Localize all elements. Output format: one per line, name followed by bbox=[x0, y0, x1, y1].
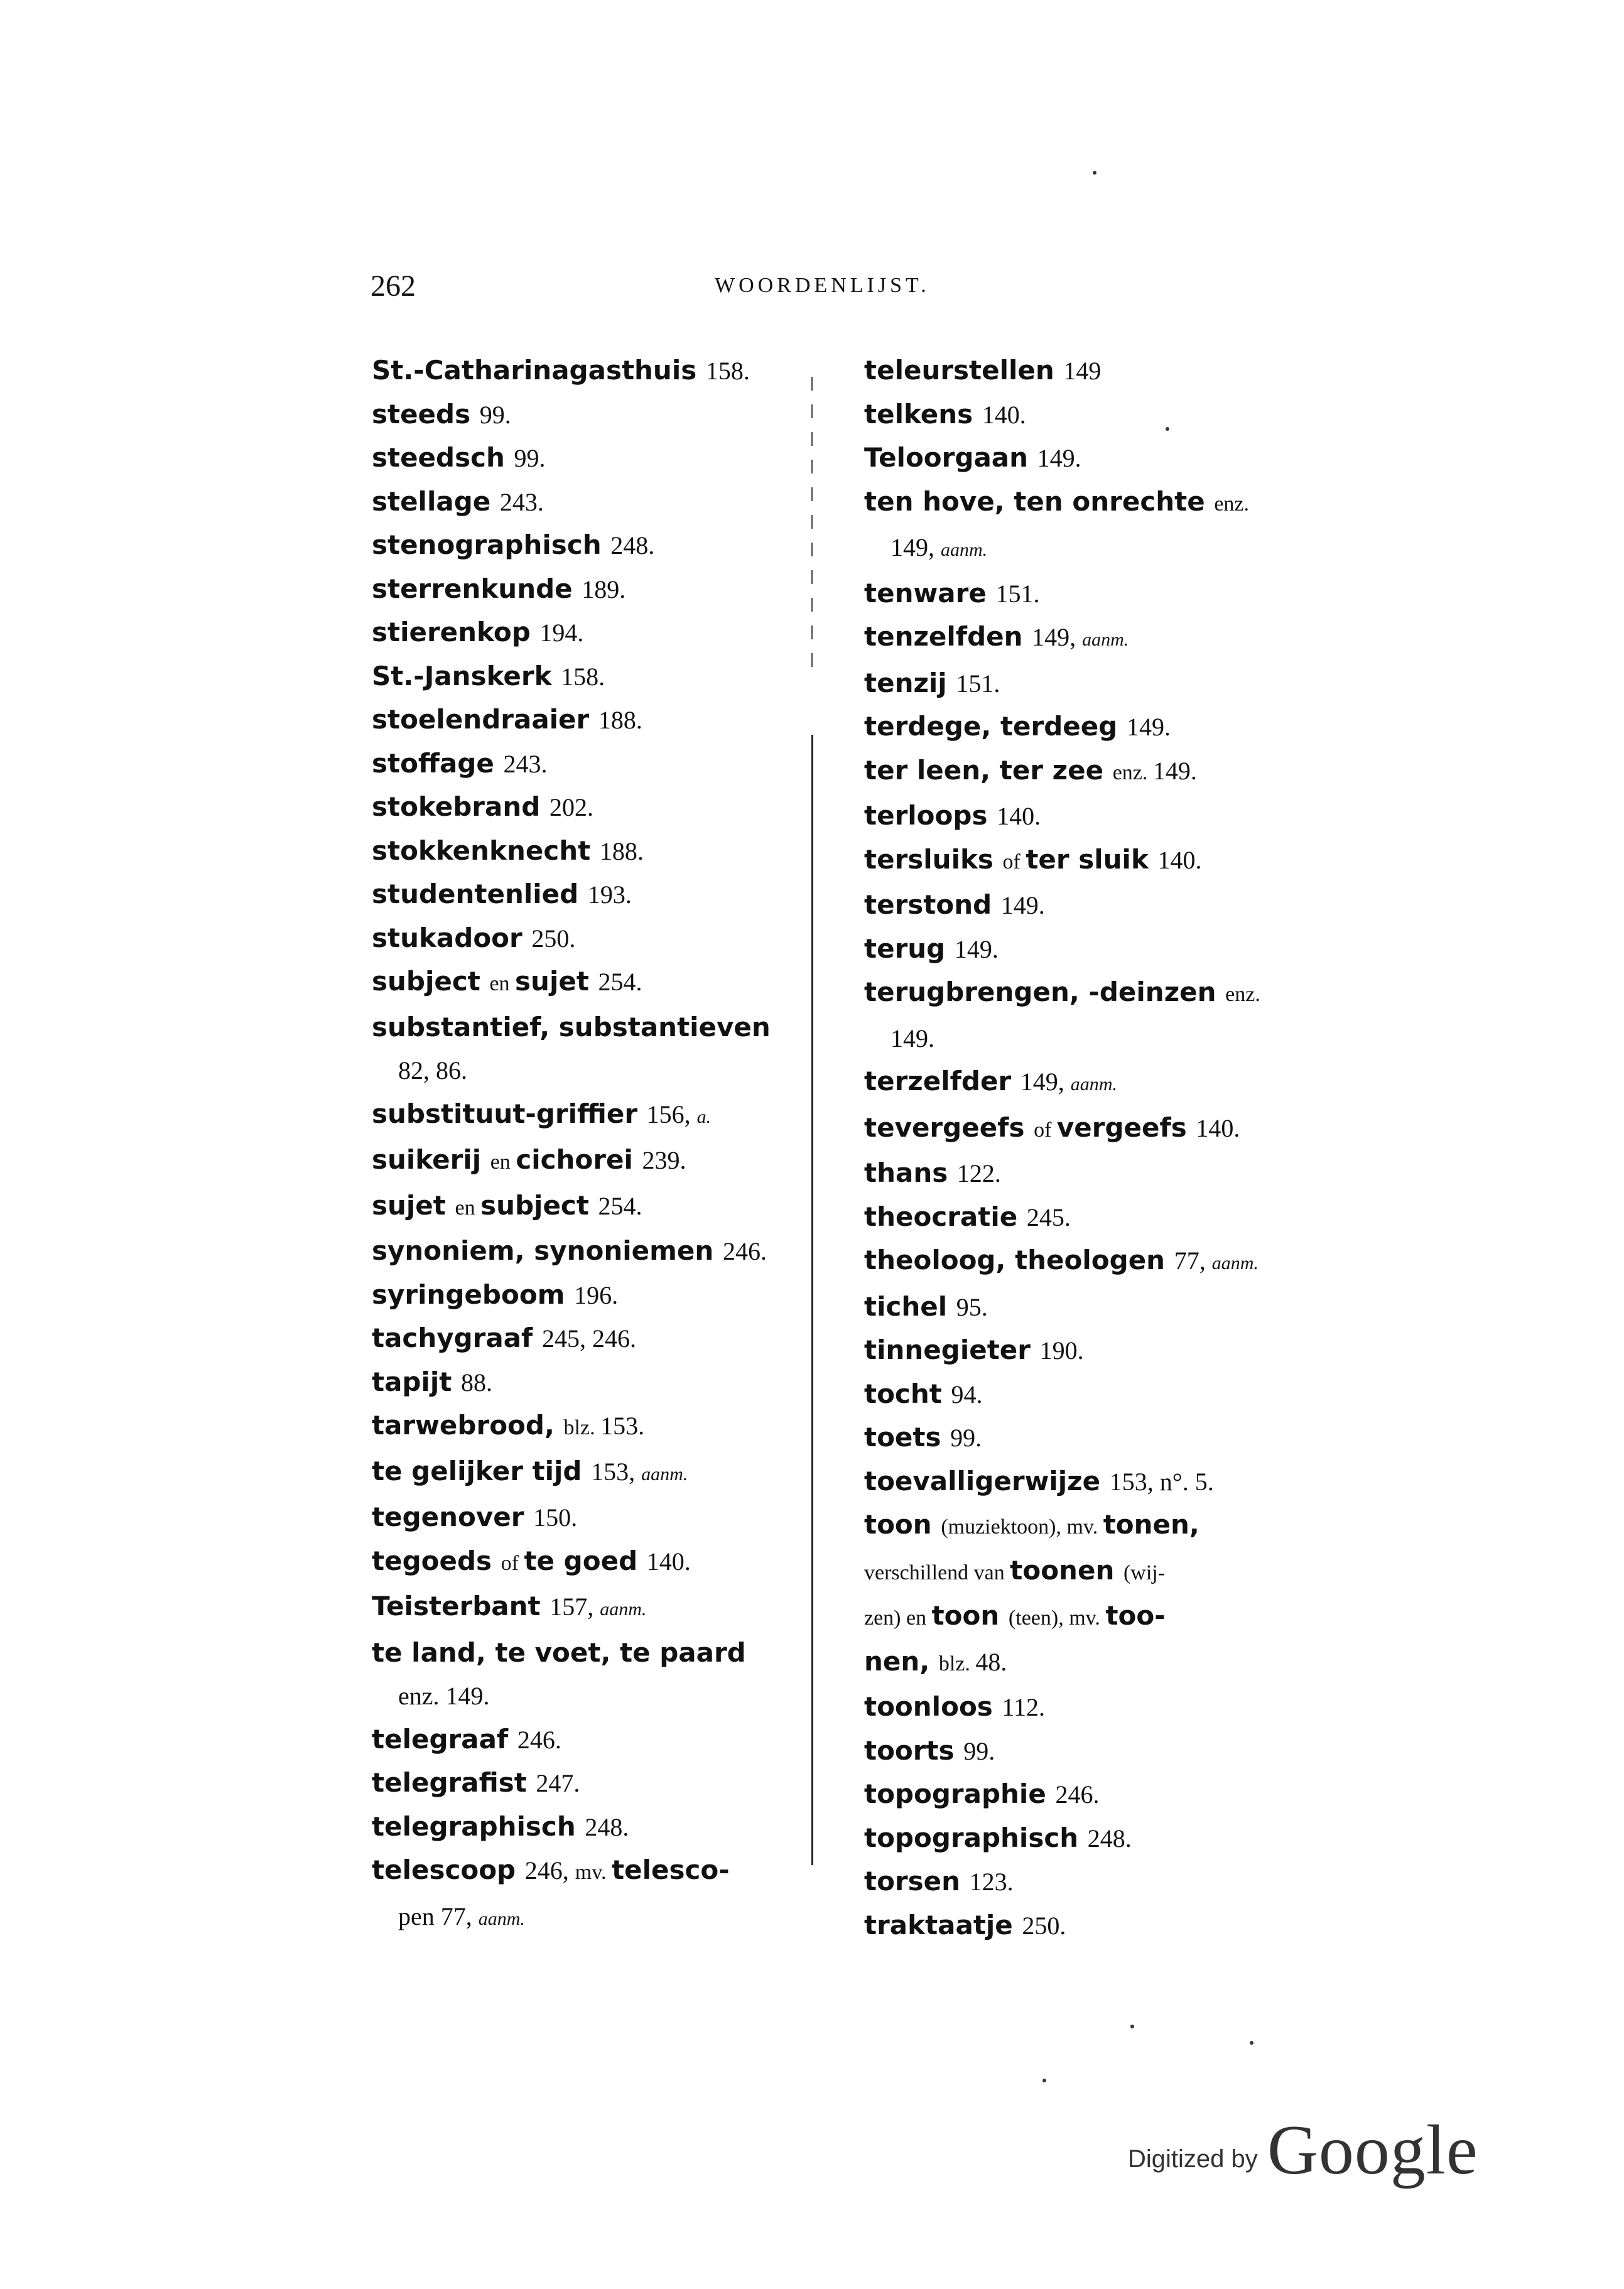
headword: substituut-griffier bbox=[372, 1098, 647, 1129]
headword: subject bbox=[372, 966, 490, 997]
word-entry bbox=[372, 1404, 811, 1450]
word-entry bbox=[372, 480, 811, 524]
headword: studentenlied bbox=[372, 879, 588, 909]
word-entry bbox=[864, 1503, 1304, 1549]
google-logo: Google bbox=[1267, 2111, 1478, 2189]
word-entry bbox=[372, 1450, 811, 1496]
word-entry bbox=[372, 960, 811, 1006]
page-ref: 246. bbox=[1055, 1780, 1100, 1809]
word-entry bbox=[864, 526, 1304, 572]
word-entry bbox=[372, 1006, 811, 1049]
connector-text: (muziektoon), mv. bbox=[941, 1515, 1103, 1539]
headword: tegenover bbox=[372, 1502, 534, 1532]
headword: stoffage bbox=[372, 747, 504, 779]
word-entry bbox=[372, 698, 811, 742]
word-entry bbox=[372, 1718, 811, 1762]
word-entry bbox=[864, 1817, 1304, 1861]
headword: Teisterbant bbox=[372, 1591, 550, 1621]
page-ref: 153, bbox=[591, 1457, 642, 1486]
headword: tersluiks bbox=[864, 843, 1003, 875]
word-entry bbox=[864, 749, 1304, 795]
page-ref: 149 bbox=[1063, 357, 1102, 385]
page-ref: 246, bbox=[524, 1856, 575, 1885]
print-speck bbox=[1130, 2025, 1134, 2028]
connector-text: blz. bbox=[563, 1416, 601, 1439]
word-entry bbox=[372, 1049, 811, 1093]
headword: telesco- bbox=[612, 1854, 730, 1885]
word-entry bbox=[864, 1373, 1304, 1417]
page-ref: 150. bbox=[533, 1503, 578, 1532]
page-ref: 123. bbox=[969, 1868, 1014, 1896]
page-ref: 243. bbox=[503, 749, 548, 778]
headword: stenographisch bbox=[372, 529, 611, 560]
print-speck bbox=[1093, 171, 1096, 175]
headword: tichel bbox=[864, 1291, 956, 1322]
word-entry bbox=[372, 1632, 811, 1675]
digitized-by-watermark bbox=[1128, 2110, 1480, 2189]
page-ref: 99. bbox=[514, 444, 546, 472]
headword: terzelfder bbox=[864, 1066, 1020, 1096]
note-abbrev: a. bbox=[696, 1106, 712, 1127]
headword: toon bbox=[864, 1509, 941, 1540]
word-entry bbox=[372, 611, 811, 655]
word-entry bbox=[864, 1329, 1304, 1373]
headword: terugbrengen, -deinzen bbox=[864, 977, 1226, 1007]
column-divider-dotted bbox=[811, 377, 813, 678]
headword: stokebrand bbox=[372, 791, 549, 822]
page-ref: 246. bbox=[517, 1725, 561, 1754]
page-ref: 149. bbox=[890, 1024, 934, 1053]
headword: stierenkop bbox=[372, 617, 540, 647]
word-entry bbox=[864, 1017, 1304, 1061]
connector-text: (wij- bbox=[1123, 1561, 1166, 1584]
connector-text: of bbox=[1034, 1118, 1057, 1142]
page-ref: 239. bbox=[642, 1146, 686, 1174]
note-abbrev: aanm. bbox=[641, 1463, 688, 1485]
page-ref: 254. bbox=[598, 968, 642, 996]
page-ref: 246. bbox=[722, 1237, 767, 1265]
note-abbrev: aanm. bbox=[600, 1599, 647, 1620]
word-entry bbox=[864, 349, 1304, 393]
page-ref: 250. bbox=[1022, 1911, 1066, 1940]
page-ref: 153, n°. 5. bbox=[1109, 1467, 1214, 1496]
page-ref: 248. bbox=[1087, 1824, 1132, 1853]
word-entry bbox=[372, 1184, 811, 1230]
headword: toonloos bbox=[864, 1691, 1002, 1722]
page-ref: 140. bbox=[982, 400, 1026, 429]
word-entry bbox=[372, 1674, 811, 1718]
page-ref: 248. bbox=[585, 1812, 629, 1841]
word-entry bbox=[372, 1230, 811, 1274]
connector-text: blz. bbox=[938, 1652, 976, 1675]
word-entry bbox=[864, 928, 1304, 971]
headword: stellage bbox=[372, 485, 500, 517]
headword: telegraphisch bbox=[372, 1810, 585, 1842]
word-entry bbox=[372, 1274, 811, 1318]
page-ref: 245. bbox=[1026, 1203, 1071, 1231]
headword: sujet bbox=[515, 966, 598, 997]
page-ref: 202. bbox=[549, 793, 593, 821]
headword: steedsch bbox=[372, 442, 514, 473]
headword: terdege, terdeeg bbox=[864, 711, 1127, 742]
word-entry bbox=[864, 480, 1304, 526]
headword: cichorei bbox=[516, 1144, 642, 1175]
connector-text: en bbox=[489, 972, 516, 995]
print-speck bbox=[1042, 2079, 1046, 2082]
page-ref: 99. bbox=[950, 1424, 982, 1452]
page-ref: 158. bbox=[561, 662, 605, 691]
connector-text: of bbox=[501, 1551, 524, 1575]
word-entry bbox=[864, 705, 1304, 749]
headword: tapijt bbox=[372, 1366, 461, 1397]
word-entry bbox=[372, 1317, 811, 1361]
headword: tarwebrood, bbox=[372, 1410, 564, 1441]
word-entry bbox=[372, 1496, 811, 1540]
page-ref: 157, bbox=[549, 1593, 600, 1621]
headword: telkens bbox=[864, 398, 982, 430]
word-entry bbox=[864, 1549, 1304, 1595]
headword: tachygraaf bbox=[372, 1323, 542, 1353]
headword: tenware bbox=[864, 577, 996, 609]
word-entry bbox=[372, 1805, 811, 1849]
headword: traktaatje bbox=[864, 1909, 1022, 1940]
headword: theocratie bbox=[864, 1201, 1027, 1232]
word-entry bbox=[372, 655, 811, 699]
word-entry bbox=[864, 884, 1304, 928]
headword: tegoeds bbox=[372, 1545, 501, 1576]
headword: terstond bbox=[864, 889, 1001, 920]
headword: tevergeefs bbox=[864, 1112, 1034, 1143]
headword: nen, bbox=[864, 1645, 939, 1677]
page-ref: 112. bbox=[1002, 1693, 1045, 1721]
word-entry bbox=[372, 1361, 811, 1405]
headword: topographie bbox=[864, 1778, 1056, 1809]
headword: toorts bbox=[864, 1734, 964, 1766]
page-ref: 140. bbox=[997, 802, 1041, 830]
headword: terug bbox=[864, 933, 955, 964]
connector-text: (teen), mv. bbox=[1008, 1606, 1106, 1630]
connector-text: mv. bbox=[575, 1861, 612, 1884]
headword: te gelijker tijd bbox=[372, 1455, 592, 1486]
print-speck bbox=[1250, 2041, 1253, 2045]
word-entry bbox=[864, 794, 1304, 838]
word-entry bbox=[864, 1239, 1304, 1285]
connector-text: enz. bbox=[1225, 983, 1260, 1006]
word-entry bbox=[372, 786, 811, 830]
headword: Teloorgaan bbox=[864, 442, 1037, 473]
headword: St.-Janskerk bbox=[372, 660, 561, 691]
page-ref: 254. bbox=[598, 1191, 642, 1220]
page-ref: 151. bbox=[956, 669, 1000, 698]
page-ref: 140. bbox=[646, 1547, 691, 1576]
note-abbrev: aanm. bbox=[1211, 1253, 1259, 1274]
page-ref: 122. bbox=[956, 1159, 1001, 1188]
page-ref: 94. bbox=[951, 1380, 983, 1409]
connector-text: verschillend van bbox=[864, 1561, 1010, 1584]
headword: tenzij bbox=[864, 667, 956, 698]
headword: toets bbox=[864, 1422, 951, 1453]
word-entry bbox=[864, 1729, 1304, 1773]
word-entry bbox=[372, 1849, 811, 1895]
word-entry bbox=[372, 1895, 811, 1941]
page-ref: pen 77, bbox=[398, 1902, 479, 1930]
word-entry bbox=[372, 1761, 811, 1805]
headword: subject bbox=[480, 1189, 598, 1221]
headword: too- bbox=[1105, 1600, 1166, 1631]
headword: sterrenkunde bbox=[372, 573, 582, 604]
page-ref: 158. bbox=[705, 357, 750, 385]
word-entry bbox=[864, 1773, 1304, 1817]
page-ref: 149. bbox=[1126, 713, 1171, 741]
page-ref: 194. bbox=[539, 619, 584, 647]
headword: terloops bbox=[864, 800, 997, 831]
digitized-label: Digitized by bbox=[1128, 2145, 1258, 2173]
page-ref: 149. bbox=[1152, 756, 1197, 785]
word-entry bbox=[372, 917, 811, 961]
connector-text: en bbox=[490, 1150, 516, 1174]
headword: telescoop bbox=[372, 1854, 525, 1885]
page-ref: 140. bbox=[1196, 1113, 1240, 1142]
page-ref: 149, bbox=[1032, 623, 1083, 651]
page-ref: 193. bbox=[587, 880, 632, 909]
connector-text: enz. bbox=[1112, 760, 1153, 784]
word-entry bbox=[864, 393, 1304, 437]
headword: syringeboom bbox=[372, 1279, 575, 1310]
word-entry bbox=[864, 1640, 1304, 1686]
page-ref: 140. bbox=[1157, 845, 1202, 874]
headword: synoniem, synoniemen bbox=[372, 1235, 723, 1266]
page-ref: 88. bbox=[460, 1368, 492, 1397]
word-entry bbox=[864, 1594, 1304, 1640]
note-abbrev: aanm. bbox=[1082, 629, 1129, 650]
word-entry bbox=[864, 1686, 1304, 1729]
print-speck bbox=[1166, 427, 1169, 431]
word-entry bbox=[864, 1285, 1304, 1329]
page-ref: 247. bbox=[536, 1769, 580, 1797]
headword: ter sluik bbox=[1026, 843, 1158, 875]
page-ref: 248. bbox=[610, 531, 655, 560]
running-title: WOORDENLIJST. bbox=[715, 274, 930, 297]
headword: telegrafist bbox=[372, 1767, 536, 1798]
connector-text: en bbox=[455, 1196, 481, 1220]
headword: toonen bbox=[1010, 1554, 1123, 1586]
headword: telegraaf bbox=[372, 1723, 517, 1755]
page-ref: 77, bbox=[1174, 1247, 1212, 1275]
word-entry bbox=[864, 615, 1304, 662]
word-entry bbox=[864, 1460, 1304, 1504]
note-abbrev: aanm. bbox=[941, 539, 988, 560]
page-ref: 48. bbox=[975, 1647, 1007, 1676]
word-entry bbox=[864, 838, 1304, 884]
page-ref: 149, bbox=[890, 533, 941, 561]
headword: tonen, bbox=[1103, 1509, 1199, 1540]
word-entry bbox=[372, 1585, 811, 1632]
word-entry bbox=[864, 662, 1304, 706]
page-ref: 149. bbox=[1037, 444, 1081, 472]
page-ref: 153. bbox=[600, 1412, 645, 1440]
word-entry bbox=[372, 873, 811, 917]
page-ref: 188. bbox=[598, 706, 642, 734]
page-ref: 189. bbox=[582, 575, 626, 603]
page-ref: 149. bbox=[1000, 891, 1045, 919]
word-entry bbox=[864, 572, 1304, 616]
word-entry bbox=[372, 1540, 811, 1586]
note-abbrev: aanm. bbox=[478, 1908, 525, 1929]
page-ref: enz. 149. bbox=[398, 1682, 490, 1710]
word-entry bbox=[864, 1416, 1304, 1460]
note-abbrev: aanm. bbox=[1070, 1074, 1117, 1095]
headword: te goed bbox=[524, 1545, 647, 1576]
headword: ten hove, ten onrechte bbox=[864, 485, 1215, 517]
headword: thans bbox=[864, 1157, 957, 1188]
headword: te land, te voet, te paard bbox=[372, 1637, 746, 1668]
page-ref: 196. bbox=[574, 1280, 619, 1309]
page-ref: 243. bbox=[499, 487, 544, 516]
headword: tocht bbox=[864, 1378, 951, 1409]
headword: tenzelfden bbox=[864, 621, 1032, 652]
page-ref: 95. bbox=[956, 1292, 988, 1321]
page-ref: 156, bbox=[646, 1100, 697, 1128]
page-ref: 245, 246. bbox=[541, 1324, 636, 1353]
headword: sujet bbox=[372, 1189, 455, 1221]
page-ref: 99. bbox=[963, 1736, 995, 1765]
page-ref: 149. bbox=[954, 934, 999, 963]
word-entry bbox=[864, 1904, 1304, 1948]
page-ref: 250. bbox=[531, 924, 576, 953]
page-ref: 188. bbox=[599, 836, 644, 865]
headword: stokkenknecht bbox=[372, 835, 600, 866]
word-entry bbox=[864, 1060, 1304, 1107]
word-entry bbox=[864, 1860, 1304, 1904]
word-entry bbox=[372, 742, 811, 786]
page-ref: 151. bbox=[995, 579, 1040, 608]
page-number: 262 bbox=[371, 269, 416, 303]
headword: torsen bbox=[864, 1866, 970, 1897]
column-divider bbox=[811, 735, 813, 1865]
headword: stoelendraaier bbox=[372, 704, 598, 735]
word-list-left-column bbox=[372, 349, 811, 1940]
headword: vergeefs bbox=[1056, 1112, 1196, 1143]
page-ref: 149, bbox=[1020, 1068, 1071, 1096]
word-entry bbox=[372, 393, 811, 437]
headword: suikerij bbox=[372, 1144, 490, 1175]
headword: theoloog, theologen bbox=[864, 1245, 1174, 1275]
headword: toon bbox=[931, 1600, 1009, 1631]
headword: toevalligerwijze bbox=[864, 1465, 1110, 1496]
word-entry bbox=[864, 1152, 1304, 1196]
headword: stukadoor bbox=[372, 922, 532, 953]
connector-text: of bbox=[1002, 850, 1026, 874]
headword: tinnegieter bbox=[864, 1334, 1040, 1365]
word-entry bbox=[864, 971, 1304, 1017]
word-entry bbox=[864, 436, 1304, 480]
word-entry bbox=[864, 1196, 1304, 1240]
headword: ter leen, ter zee bbox=[864, 754, 1113, 786]
word-entry bbox=[372, 436, 811, 480]
word-list-right-column bbox=[864, 349, 1304, 1947]
page-ref: 99. bbox=[479, 400, 511, 429]
page-ref: 190. bbox=[1039, 1336, 1084, 1365]
headword: substantief, substantieven bbox=[372, 1011, 771, 1042]
connector-text: enz. bbox=[1214, 492, 1249, 516]
word-entry bbox=[372, 349, 811, 393]
word-entry bbox=[372, 1093, 811, 1139]
headword: St.-Catharinagasthuis bbox=[372, 355, 706, 386]
word-entry bbox=[372, 568, 811, 612]
word-entry bbox=[372, 524, 811, 568]
word-entry bbox=[372, 830, 811, 874]
connector-text: zen) en bbox=[864, 1606, 932, 1630]
headword: steeds bbox=[372, 398, 480, 430]
page-ref: 82, 86. bbox=[398, 1056, 467, 1085]
word-entry bbox=[372, 1139, 811, 1184]
headword: teleurstellen bbox=[864, 355, 1064, 386]
word-entry bbox=[864, 1107, 1304, 1152]
page-header bbox=[371, 269, 1262, 313]
headword: topographisch bbox=[864, 1822, 1088, 1853]
